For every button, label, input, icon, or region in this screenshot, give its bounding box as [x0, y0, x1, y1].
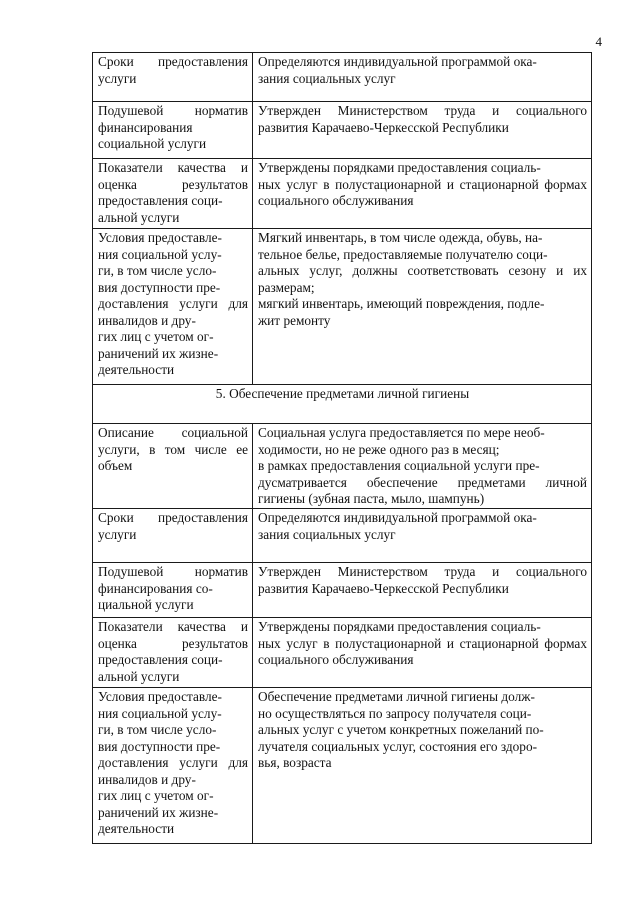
row-value: Утверждены порядками предоставления социаль- ных услуг в полустационарной и стационарной формах социального обслуживания [253, 618, 592, 688]
row-value: Обеспечение предметами личной гигиены долж- но осуществляться по запросу получателя соци- альных услуг с учетом конкретных пожеланий по- лучателя социальных услуг, состояния его здоро- вья, возраста [253, 688, 592, 844]
row-label: Показатели качества и оценка результатов предоставления соци- альной услуги [93, 618, 253, 688]
services-table [92, 52, 592, 844]
table-row [93, 424, 592, 509]
row-label: Условия предоставле- ния социальной услу- ги, в том числе усло- вия доступности пре- доставления услуги для инвалидов и дру- гих лиц с учетом ог- раничений их жизне- деятельности [93, 229, 253, 385]
row-value: Утвержден Министерством труда и социального развития Карачаево-Черкесской Республики [253, 563, 592, 618]
table-row [93, 102, 592, 159]
row-value: Определяются индивидуальной программой ока- зания социальных услуг [253, 53, 592, 102]
row-label: Сроки предоставления услуги [93, 509, 253, 563]
row-value: Определяются индивидуальной программой ока- зания социальных услуг [253, 509, 592, 563]
row-label: Подушевой норматив финансирования социальной услуги [93, 102, 253, 159]
table-row [93, 53, 592, 102]
row-label: Описание социальной услуги, в том числе ее объем [93, 424, 253, 509]
table-row [93, 509, 592, 563]
table-row [93, 229, 592, 385]
row-label: Подушевой норматив финансирования со- циальной услуги [93, 563, 253, 618]
page-number: 4 [595, 34, 602, 49]
table-row [93, 563, 592, 618]
row-value: Утверждены порядками предоставления социаль- ных услуг в полустационарной и стационарной формах социального обслуживания [253, 159, 592, 229]
row-label: Показатели качества и оценка результатов предоставления соци- альной услуги [93, 159, 253, 229]
row-label: Условия предоставле- ния социальной услу- ги, в том числе усло- вия доступности пре- доставления услуги для инвалидов и дру- гих лиц с учетом ог- раничений их жизне- деятельности [93, 688, 253, 844]
row-label: Сроки предоставления услуги [93, 53, 253, 102]
row-value: Утвержден Министерством труда и социального развития Карачаево-Черкесской Республики [253, 102, 592, 159]
row-value: Социальная услуга предоставляется по мере необ- ходимости, но не реже одного раз в месяц; в рамках предоставления социальной услуги пре- дусматривается обеспечение предметами личной гигиены (зубная паста, мыло, шампунь) [253, 424, 592, 509]
table-row [93, 688, 592, 844]
table-row [93, 618, 592, 688]
row-value: Мягкий инвентарь, в том числе одежда, обувь, на- тельное белье, предоставляемые получателю соци- альных услуг, должны соответствовать сезону и их размерам; мягкий инвентарь, имеющий повреждения, подле- жит ремонту [253, 229, 592, 385]
section-heading-row [93, 385, 592, 424]
section-title: 5. Обеспечение предметами личной гигиены [93, 385, 592, 424]
table-row [93, 159, 592, 229]
